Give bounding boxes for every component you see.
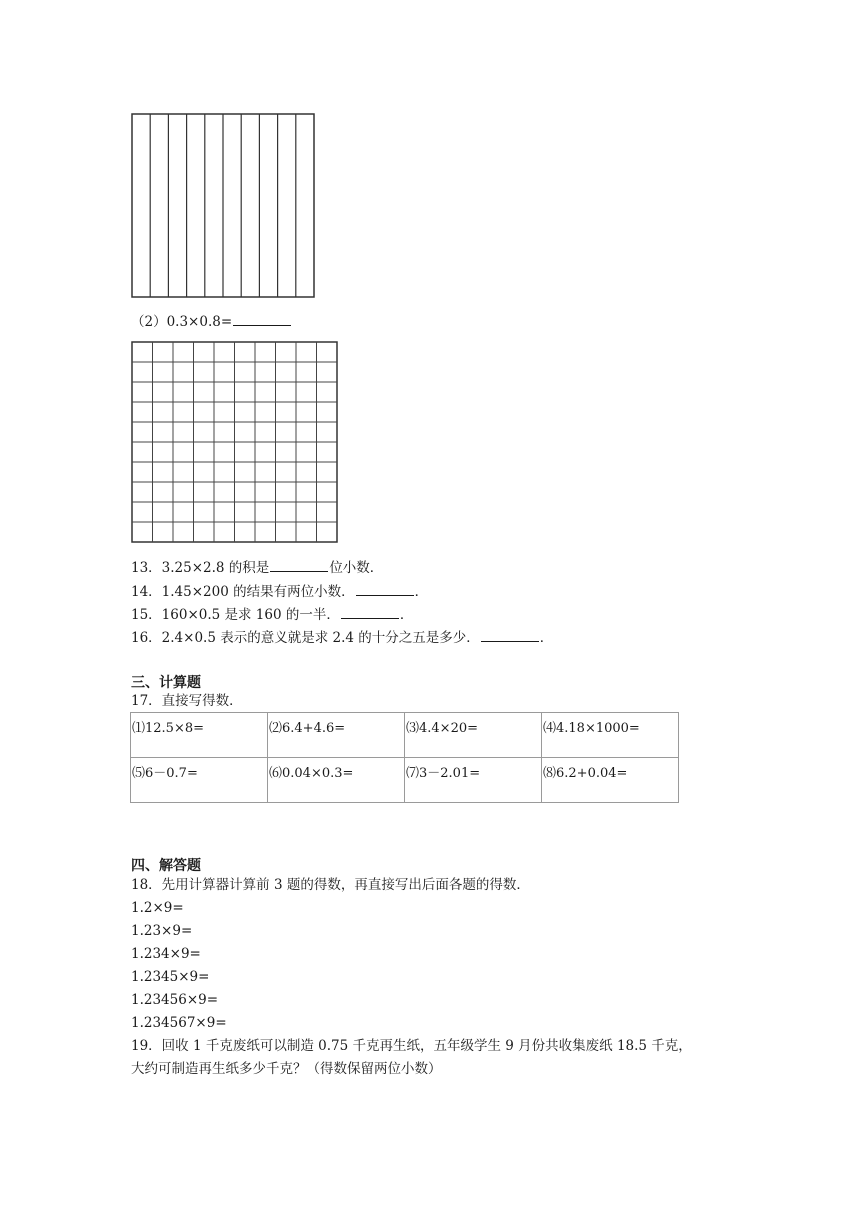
calc-cell[interactable]: ⑵6.4+4.6= xyxy=(268,713,405,758)
strips-figure xyxy=(131,113,316,299)
question-13 xyxy=(131,558,383,577)
answer-blank[interactable] xyxy=(233,312,291,326)
calc-cell[interactable]: ⑷4.18×1000= xyxy=(542,713,679,758)
question-15-text: 15．160×0.5 是求 160 的一半． xyxy=(131,607,340,623)
question-14-text: 14．1.45×200 的结果有两位小数． xyxy=(131,584,355,600)
calc-cell[interactable]: ⑶4.4×20= xyxy=(405,713,542,758)
section-3-title: 三、计算题 xyxy=(131,675,201,691)
question-18: 18．先用计算器计算前 3 题的得数，再直接写出后面各题的得数． xyxy=(131,877,530,893)
question-16-tail: ． xyxy=(539,630,554,646)
answer-blank[interactable] xyxy=(270,558,328,572)
calc-table xyxy=(130,712,679,803)
q12-part2 xyxy=(131,312,292,331)
question-17: 17．直接写得数． xyxy=(131,693,243,709)
calc-cell[interactable]: ⑴12.5×8= xyxy=(131,713,268,758)
q18-item: 1.23456×9= xyxy=(131,992,219,1008)
question-15 xyxy=(131,605,413,624)
question-16 xyxy=(131,628,553,647)
question-15-tail: ． xyxy=(399,607,414,623)
table-row xyxy=(131,713,679,758)
question-14-tail: ． xyxy=(414,584,429,600)
q18-item: 1.23×9= xyxy=(131,923,193,939)
calc-cell[interactable]: ⑻6.2+0.04= xyxy=(542,758,679,803)
grid-figure xyxy=(131,341,340,544)
q18-item: 1.234×9= xyxy=(131,946,201,962)
calc-cell[interactable]: ⑸6－0.7= xyxy=(131,758,268,803)
q18-item: 1.234567×9= xyxy=(131,1015,227,1031)
q12-part2-label: （2）0.3×0.8= xyxy=(131,314,233,330)
question-14 xyxy=(131,582,428,601)
question-13-text: 13．3.25×2.8 的积是 xyxy=(131,560,270,576)
question-16-text: 16．2.4×0.5 表示的意义就是求 2.4 的十分之五是多少． xyxy=(131,630,480,646)
q18-item: 1.2345×9= xyxy=(131,969,210,985)
q18-item: 1.2×9= xyxy=(131,900,184,916)
answer-blank[interactable] xyxy=(481,628,539,642)
calc-cell[interactable]: ⑺3－2.01= xyxy=(405,758,542,803)
calc-cell[interactable]: ⑹0.04×0.3= xyxy=(268,758,405,803)
answer-blank[interactable] xyxy=(341,605,399,619)
answer-blank[interactable] xyxy=(356,582,414,596)
question-19-line1: 19．回收 1 千克废纸可以制造 0.75 千克再生纸，五年级学生 9 月份共收集废纸 18.5 千克， xyxy=(131,1038,692,1054)
table-row xyxy=(131,758,679,803)
section-4-title: 四、解答题 xyxy=(131,858,201,874)
question-19-line2: 大约可制造再生纸多少千克？（得数保留两位小数） xyxy=(131,1061,442,1077)
question-13-tail: 位小数． xyxy=(329,560,384,576)
